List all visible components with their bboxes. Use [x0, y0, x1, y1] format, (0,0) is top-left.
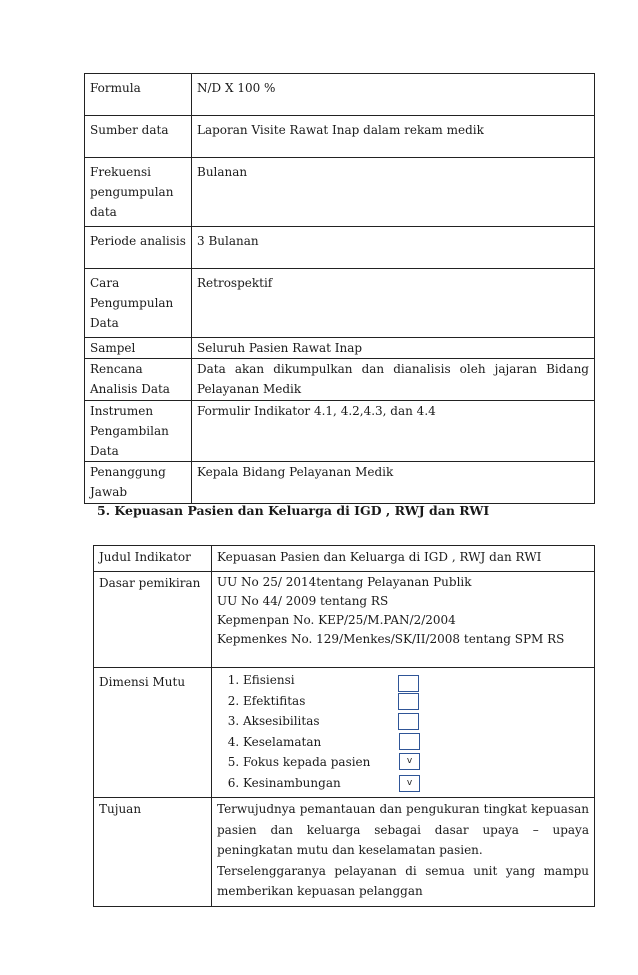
label-line: Analisis Data: [90, 382, 170, 396]
table-row: [85, 359, 595, 401]
section-heading: 5. Kepuasan Pasien dan Keluarga di IGD , RWJ dan RWI: [97, 503, 490, 518]
row-label: Dimensi Mutu: [94, 668, 212, 798]
row-value: Data akan dikumpulkan dan dianalisis oleh jajaran Bidang Pelayanan Medik: [192, 359, 595, 401]
label-line: Pengumpulan: [90, 296, 174, 310]
reference-line: UU No 44/ 2009 tentang RS: [217, 594, 389, 608]
label-line: Penanggung: [90, 465, 166, 479]
dimension-checkbox[interactable]: [398, 675, 419, 692]
reference-line: Kepmenpan No. KEP/25/M.PAN/2/2004: [217, 613, 456, 627]
label-line: Instrumen: [90, 404, 154, 418]
list-item: 2. Efektifitas: [243, 691, 589, 712]
indicator-profile-table-1: [84, 73, 595, 504]
reference-line: Kepmenkes No. 129/Menkes/SK/II/2008 tentang SPM RS: [217, 632, 565, 646]
list-item: 4. Keselamatan: [243, 732, 589, 753]
list-item: 6. Kesinambungan: [243, 773, 589, 794]
row-label: Periode analisis: [85, 227, 192, 269]
row-label: Dasar pemikiran: [94, 572, 212, 668]
list-item: 1. Efisiensi: [243, 670, 589, 691]
row-value: [212, 798, 595, 907]
row-label: [85, 462, 192, 504]
dimension-checkbox[interactable]: v: [399, 775, 420, 792]
purpose-paragraph: Terselenggaranya pelayanan di semua unit yang mampu memberikan kepuasan pelanggan: [217, 863, 589, 898]
reference-line: UU No 25/ 2014tentang Pelayanan Publik: [217, 575, 472, 589]
label-line: Jawab: [90, 485, 128, 499]
table-row: [85, 116, 595, 158]
label-line: Pengambilan: [90, 424, 169, 438]
row-value: 3 Bulanan: [192, 227, 595, 269]
row-value: Seluruh Pasien Rawat Inap: [192, 338, 595, 359]
row-label: [85, 269, 192, 338]
row-value: Retrospektif: [192, 269, 595, 338]
row-label: Sampel: [85, 338, 192, 359]
row-value: N/D X 100 %: [192, 74, 595, 116]
label-line: data: [90, 205, 117, 219]
label-line: Rencana: [90, 362, 143, 376]
table-row: [85, 227, 595, 269]
row-label: Tujuan: [94, 798, 212, 907]
table-row: [85, 338, 595, 359]
indicator-profile-table-2: [93, 545, 595, 907]
row-label: [85, 158, 192, 227]
list-item: 3. Aksesibilitas: [243, 711, 589, 732]
row-value: Kepala Bidang Pelayanan Medik: [192, 462, 595, 504]
label-line: Data: [90, 444, 119, 458]
row-value: Bulanan: [192, 158, 595, 227]
table-row: [94, 798, 595, 907]
label-line: Frekuensi: [90, 165, 151, 179]
list-item: 5. Fokus kepada pasien: [243, 752, 589, 773]
table-row: [85, 158, 595, 227]
row-value: [212, 572, 595, 668]
row-label: Sumber data: [85, 116, 192, 158]
label-line: Data: [90, 316, 119, 330]
row-value: Laporan Visite Rawat Inap dalam rekam medik: [192, 116, 595, 158]
dimension-checkbox[interactable]: [398, 713, 419, 730]
label-line: Cara: [90, 276, 120, 290]
row-value: Kepuasan Pasien dan Keluarga di IGD , RWJ dan RWI: [212, 546, 595, 572]
table-row: [94, 668, 595, 798]
table-row: [85, 269, 595, 338]
table-row: [85, 401, 595, 462]
table-row: [85, 462, 595, 504]
row-label: Judul Indikator: [94, 546, 212, 572]
purpose-paragraph: Terwujudnya pemantauan dan pengukuran tingkat kepuasan pasien dan keluarga sebagai dasar upaya – upaya peningkatan mutu dan keselamatan pasien.: [217, 802, 589, 857]
dimension-checkbox[interactable]: v: [399, 753, 420, 770]
row-label: Formula: [85, 74, 192, 116]
row-label: [85, 401, 192, 462]
row-label: [85, 359, 192, 401]
table-row: [94, 572, 595, 668]
row-value: Formulir Indikator 4.1, 4.2,4.3, dan 4.4: [192, 401, 595, 462]
dimension-checkbox[interactable]: [399, 733, 420, 750]
table-row: [94, 546, 595, 572]
label-line: pengumpulan: [90, 185, 174, 199]
dimension-checkbox[interactable]: [398, 693, 419, 710]
table-row: [85, 74, 595, 116]
